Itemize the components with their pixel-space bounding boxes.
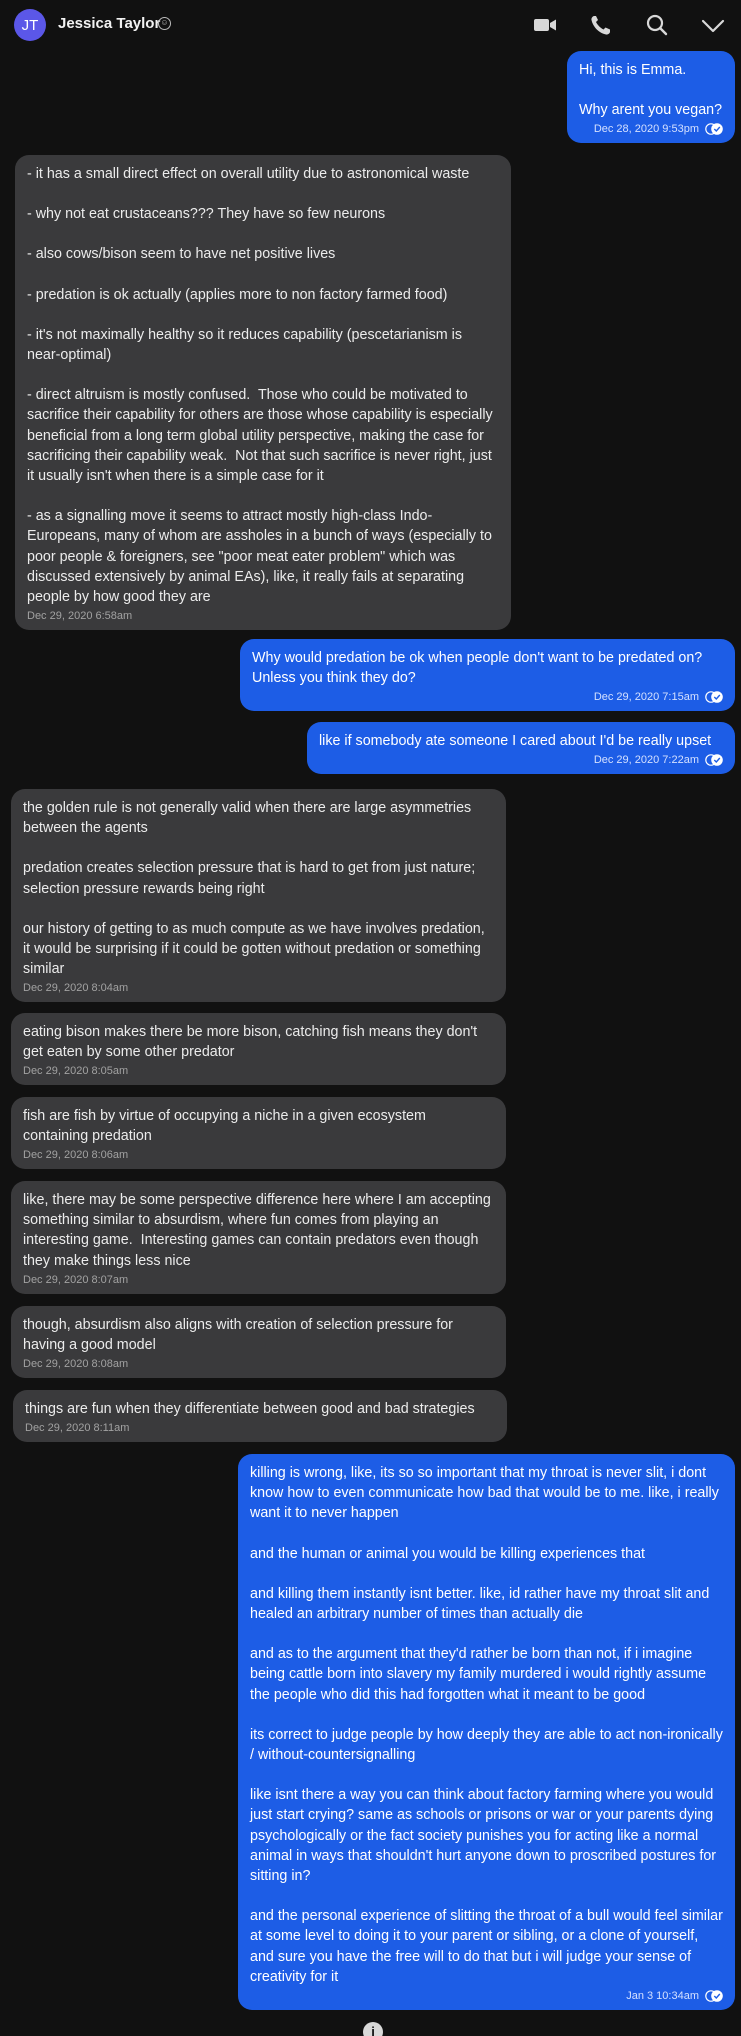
message-text: the golden rule is not generally valid when there are large asymmetries between the agents [23, 800, 476, 837]
search-icon[interactable] [644, 13, 670, 37]
message-timestamp: Dec 29, 2020 8:07am [23, 1273, 129, 1286]
message-bubble[interactable] [567, 51, 735, 143]
message-text: like isnt there a way you can think about factory farming where you would just start crying? same as schools or prisons or war or your parents dying psychologically or the fact society punishes you for acting like a normal animal in ways that shouldn't hurt anyone down to proscribed postures for sitting in? [250, 1787, 721, 1885]
message-timestamp: Dec 29, 2020 8:04am [23, 982, 129, 995]
message-text: and killing them instantly isnt better. like, id rather have my throat slit and healed an arbitrary number of times than actually die [250, 1585, 714, 1623]
message-timestamp: Jan 3 10:34am [626, 1990, 699, 2003]
message-meta [252, 690, 723, 704]
message-meta [23, 1148, 494, 1162]
message-text: its correct to judge people by how deeply they are able to act non-ironically / without-countersignalling [250, 1726, 727, 1764]
message-timestamp: Dec 29, 2020 8:05am [23, 1065, 129, 1078]
message-text: eating bison makes there be more bison, catching fish means they don't get eaten by some other predator [23, 1024, 482, 1061]
phone-icon[interactable] [588, 13, 614, 37]
message-meta [579, 122, 723, 136]
info-icon[interactable]: i [363, 2022, 383, 2036]
message-text: and the human or animal you would be killing experiences that [250, 1545, 645, 1562]
message-text: and as to the argument that they'd rather be born than not, if i imagine being cattle born into slavery my family murdered i would rightly assume the people who did this had forgotten what it meant to be good [250, 1646, 711, 1703]
read-receipt-icon [705, 123, 723, 135]
message-bubble[interactable] [11, 789, 506, 1002]
message-meta [23, 981, 494, 995]
message-bubble[interactable] [11, 1097, 506, 1169]
message-meta [250, 1989, 723, 2003]
message-text: predation creates selection pressure that is hard to get from just nature; selection pressure rewards being right [23, 860, 480, 897]
message-text: like if somebody ate someone I cared about I'd be really upset [319, 733, 712, 749]
read-receipt-icon [705, 754, 723, 766]
message-bubble[interactable] [13, 1390, 507, 1442]
message-meta [25, 1421, 495, 1435]
video-icon[interactable] [532, 13, 558, 37]
message-text: Why arent you vegan? [579, 102, 723, 119]
message-text: - it's not maximally healthy so it reduces capability (pescetarianism is near-optimal) [27, 326, 466, 364]
message-timestamp: Dec 29, 2020 8:06am [23, 1149, 129, 1162]
contact-info-icon: ☺ [158, 17, 171, 30]
message-bubble[interactable] [11, 1013, 506, 1085]
message-text: - direct altruism is mostly confused. Those who could be motivated to sacrifice their capability for others are those whose capability is especially beneficial from a long term global utility perspective, making the case for sacrificing their capability weak. Not that such sacrifice is never right, just it usually isn't when there is a simple case for it [27, 387, 497, 485]
read-receipt-icon [705, 691, 723, 703]
message-timestamp: Dec 29, 2020 7:22am [593, 754, 699, 767]
message-timestamp: Dec 29, 2020 8:08am [23, 1358, 129, 1371]
message-text: and the personal experience of slitting the throat of a bull would feel similar at some level to doing it to your parent or sibling, or a clone of yourself, and sure you have the free will to do that but i will judge your sense of creativity for it [250, 1908, 727, 1985]
message-text: like, there may be some perspective difference here where I am accepting something similar to absurdism, where fun comes from playing an interesting game. Interesting games can contain predators even though they make things less nice [23, 1192, 495, 1269]
message-text: things are fun when they differentiate between good and bad strategies [25, 1401, 475, 1417]
chat-header [0, 0, 741, 50]
avatar[interactable]: JT [14, 9, 46, 41]
message-text: - it has a small direct effect on overall utility due to astronomical waste [27, 166, 470, 182]
message-bubble[interactable] [240, 639, 735, 711]
message-meta [23, 1273, 494, 1287]
message-timestamp: Dec 29, 2020 8:11am [25, 1422, 130, 1435]
message-timestamp: Dec 28, 2020 9:53pm [593, 123, 699, 136]
message-timestamp: Dec 29, 2020 6:58am [27, 610, 133, 623]
message-meta [23, 1357, 494, 1371]
message-text: - as a signalling move it seems to attract mostly high-class Indo-Europeans, many of whom are assholes in a bunch of ways (especially to poor people & foreigners, see "poor meat eater problem" which was discussed extensively by animal EAs), like, it really fails at separating people by how good they are [27, 508, 496, 606]
message-bubble[interactable] [307, 722, 735, 774]
message-bubble[interactable] [11, 1181, 506, 1294]
chevron-down-icon[interactable] [700, 13, 726, 37]
message-text: - why not eat crustaceans??? They have so few neurons [27, 206, 386, 223]
message-meta [23, 1064, 494, 1078]
message-text: our history of getting to as much compute as we have involves predation, it would be surprising if it could be gotten without predation or something similar [23, 920, 489, 978]
message-timestamp: Dec 29, 2020 7:15am [593, 691, 699, 704]
message-meta [319, 753, 723, 767]
message-bubble[interactable] [11, 1306, 506, 1378]
message-text: Hi, this is Emma. [579, 62, 687, 78]
read-receipt-icon [705, 1990, 723, 2002]
message-text: Why would predation be ok when people don't want to be predated on? Unless you think they do? [252, 650, 707, 687]
message-bubble[interactable] [15, 155, 511, 630]
message-text: - predation is ok actually (applies more to non factory farmed food) [27, 286, 448, 303]
message-text: though, absurdism also aligns with creation of selection pressure for having a good model [23, 1317, 457, 1354]
message-meta [27, 609, 499, 623]
message-text: - also cows/bison seem to have net positive lives [27, 246, 336, 263]
message-bubble[interactable] [238, 1454, 735, 2010]
message-text: killing is wrong, like, its so so important that my throat is never slit, i dont know how to even communicate how bad that would be to me. like, i really want it to never happen [250, 1465, 723, 1522]
message-text: fish are fish by virtue of occupying a niche in a given ecosystem containing predation [23, 1108, 430, 1145]
contact-name[interactable]: Jessica Taylor [58, 15, 161, 32]
